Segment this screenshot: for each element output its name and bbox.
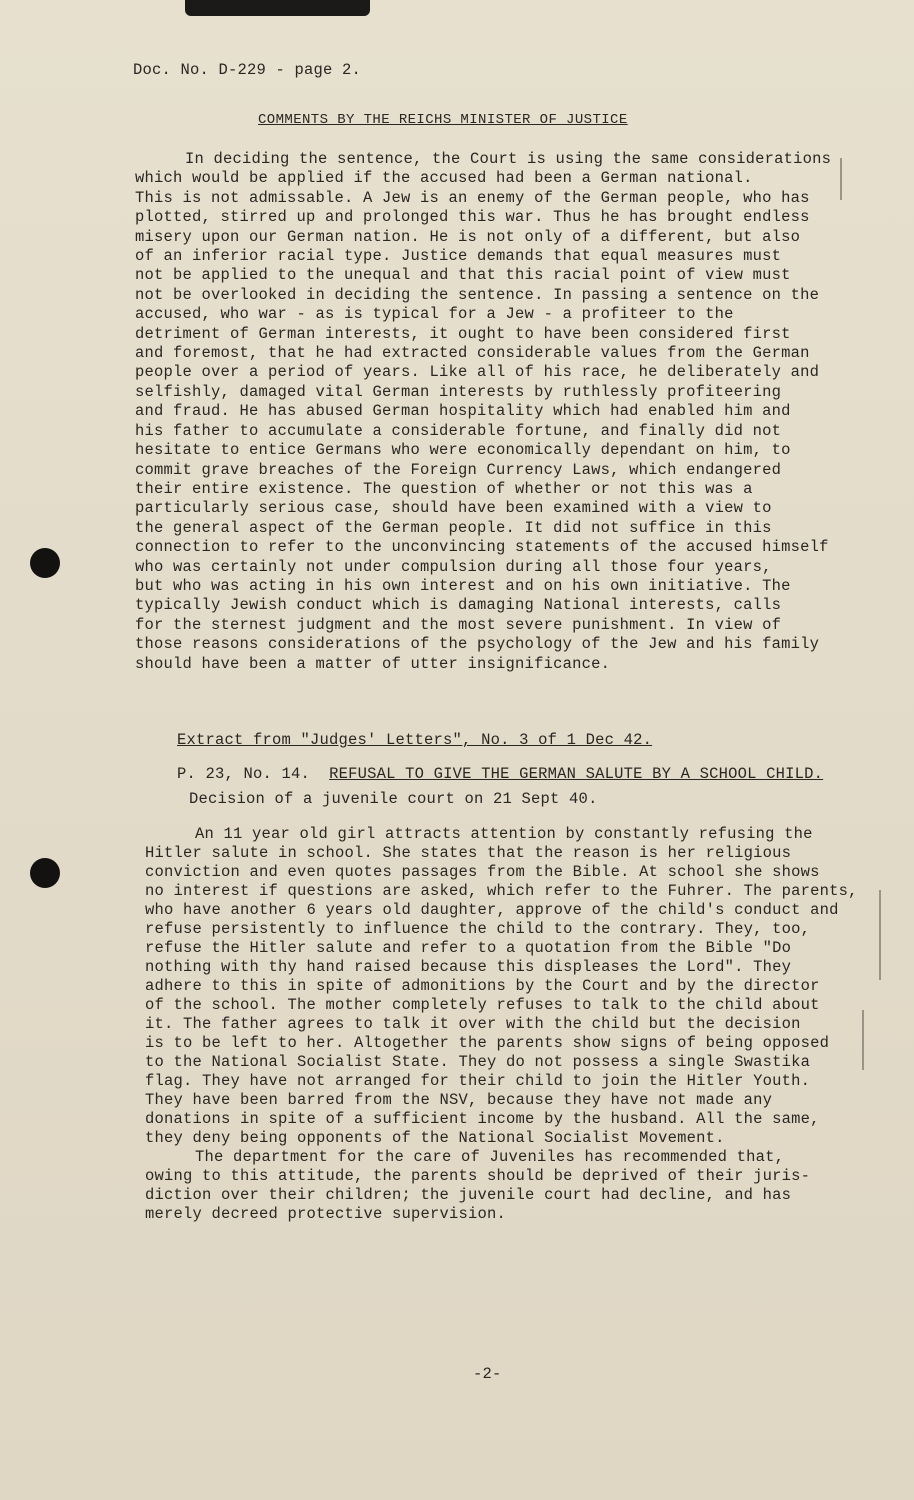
text-line: who was certainly not under compulsion during all those four years, — [135, 557, 772, 576]
text-line: not be overlooked in deciding the sentence. In passing a sentence on the — [135, 285, 820, 304]
text-line: of the school. The mother completely refuses to talk to the child about — [145, 996, 820, 1014]
text-line: people over a period of years. Like all of his race, he deliberately and — [135, 363, 820, 382]
text-line: refuse the Hitler salute and refer to a quotation from the Bible "Do — [145, 939, 792, 957]
text-line: they deny being opponents of the National Socialist Movement. — [145, 1129, 725, 1147]
text-line: In deciding the sentence, the Court is using the same considerations — [185, 150, 832, 168]
text-line: hesitate to entice Germans who were economically dependant on him, to — [135, 441, 791, 460]
text-line: merely decreed protective supervision. — [145, 1205, 507, 1223]
text-line: who have another 6 years old daughter, approve of the child's conduct and — [145, 901, 839, 919]
text-line: is to be left to her. Altogether the parents show signs of being opposed — [145, 1034, 830, 1052]
text-line: commit grave breaches of the Foreign Currency Laws, which endangered — [135, 460, 782, 479]
section-title: COMMENTS BY THE REICHS MINISTER OF JUSTICE — [258, 112, 628, 128]
text-line: conviction and even quotes passages from the Bible. At school she shows — [145, 863, 820, 881]
text-line: but who was acting in his own interest and on his own initiative. The — [135, 576, 791, 595]
text-line: accused, who war - as is typical for a Jew - a profiteer to the — [135, 305, 734, 324]
doc-header: Doc. No. D-229 - page 2. — [133, 61, 362, 79]
punch-hole — [30, 858, 60, 888]
text-line: This is not admissable. A Jew is an enemy of the German people, who has — [135, 188, 810, 207]
text-line: and fraud. He has abused German hospitality which had enabled him and — [135, 402, 791, 421]
text-line: misery upon our German nation. He is not only of a different, but also — [135, 227, 801, 246]
text-line: his father to accumulate a considerable fortune, and finally did not — [135, 421, 782, 440]
margin-mark — [840, 158, 842, 200]
decision-line: Decision of a juvenile court on 21 Sept 40. — [189, 790, 598, 808]
margin-mark — [879, 890, 881, 980]
paragraph-juvenile — [145, 825, 858, 1224]
text-line: the general aspect of the German people. It did not suffice in this — [135, 518, 772, 537]
tape-strip — [185, 0, 370, 16]
text-line: diction over their children; the juvenile court had decline, and has — [145, 1186, 792, 1204]
text-line: An 11 year old girl attracts attention by constantly refusing the — [195, 825, 813, 843]
text-line: to the National Socialist State. They do not possess a single Swastika — [145, 1053, 811, 1071]
text-line: no interest if questions are asked, which refer to the Fuhrer. The parents, — [145, 882, 858, 900]
text-line: Hitler salute in school. She states that the reason is her religious — [145, 844, 792, 862]
text-line: their entire existence. The question of whether or not this was a — [135, 479, 753, 498]
punch-hole — [30, 548, 60, 578]
text-line: should have been a matter of utter insignificance. — [135, 654, 611, 673]
text-line: donations in spite of a sufficient income by the husband. All the same, — [145, 1110, 820, 1128]
text-line: not be applied to the unequal and that this racial point of view must — [135, 266, 791, 285]
text-line: of an inferior racial type. Justice demands that equal measures must — [135, 247, 782, 266]
text-line: particularly serious case, should have been examined with a view to — [135, 499, 772, 518]
text-line: The department for the care of Juveniles has recommended that, — [195, 1148, 785, 1166]
page-ref-prefix: P. 23, No. 14. — [177, 765, 311, 783]
page-ref-title: REFUSAL TO GIVE THE GERMAN SALUTE BY A SCHOOL CHILD. — [329, 765, 824, 783]
text-line: refuse persistently to influence the child to the contrary. They, too, — [145, 920, 811, 938]
text-line: which would be applied if the accused had been a German national. — [135, 169, 753, 188]
text-line: and foremost, that he had extracted considerable values from the German — [135, 344, 810, 363]
margin-mark — [862, 1010, 864, 1070]
text-line: owing to this attitude, the parents should be deprived of their juris- — [145, 1167, 811, 1185]
text-line: those reasons considerations of the psychology of the Jew and his family — [135, 635, 820, 654]
text-line: selfishly, damaged vital German interests by ruthlessly profiteering — [135, 382, 782, 401]
text-line: typically Jewish conduct which is damaging National interests, calls — [135, 596, 782, 615]
text-line: They have been barred from the NSV, because they have not made any — [145, 1091, 773, 1109]
text-line: it. The father agrees to talk it over with the child but the decision — [145, 1015, 801, 1033]
page-number: -2- — [473, 1365, 502, 1383]
text-line: plotted, stirred up and prolonged this war. Thus he has brought endless — [135, 208, 810, 227]
text-line: connection to refer to the unconvincing statements of the accused himself — [135, 538, 829, 557]
text-line: flag. They have not arranged for their child to join the Hitler Youth. — [145, 1072, 811, 1090]
extract-text: Extract from "Judges' Letters", No. 3 of 1 Dec 42. — [177, 731, 653, 749]
text-line: nothing with thy hand raised because this displeases the Lord". They — [145, 958, 792, 976]
text-line: for the sternest judgment and the most severe punishment. In view of — [135, 615, 782, 634]
text-line: adhere to this in spite of admonitions by the Court and by the director — [145, 977, 820, 995]
text-line: detriment of German interests, it ought to have been considered first — [135, 324, 791, 343]
paragraph-comments — [135, 150, 831, 674]
